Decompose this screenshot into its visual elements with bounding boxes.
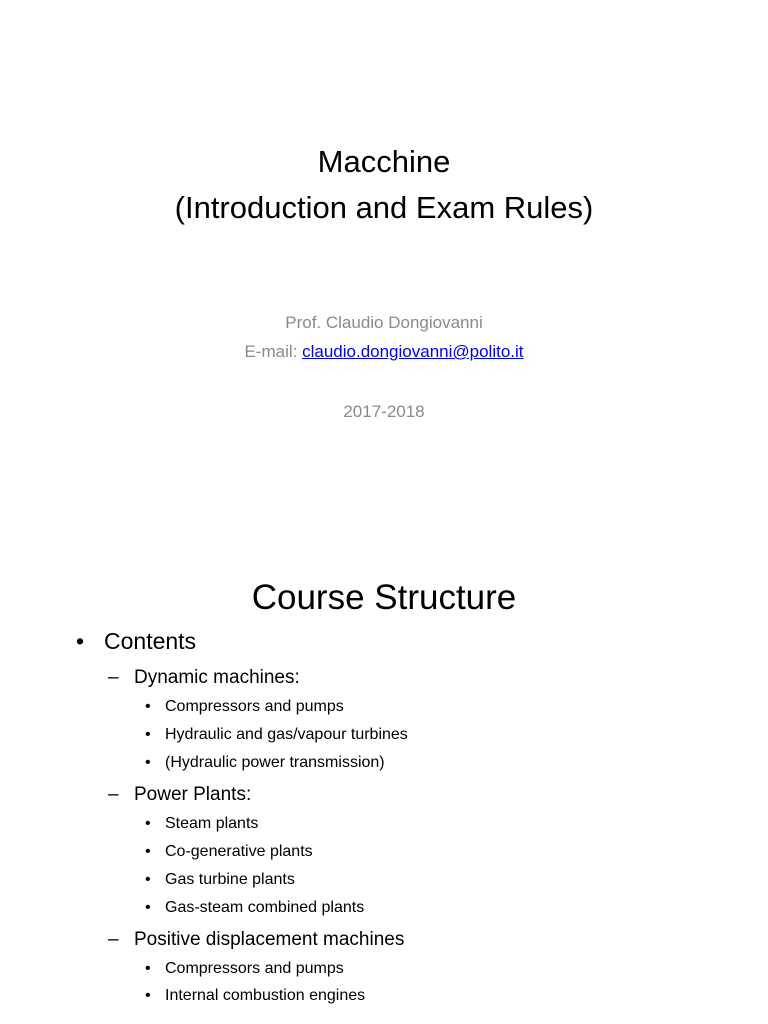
list-item — [145, 844, 313, 860]
list-item — [145, 988, 365, 1004]
section-label: Dynamic machines: — [134, 667, 300, 688]
list-item — [145, 961, 344, 977]
dash-marker: – — [108, 667, 119, 688]
list-item-text: Compressors and pumps — [165, 960, 344, 977]
section-label: Power Plants: — [134, 784, 252, 805]
list-item — [145, 699, 344, 715]
list-item-text: Gas turbine plants — [165, 871, 295, 888]
dash-marker: – — [108, 784, 119, 805]
section-dynamic-machines — [108, 668, 300, 687]
bullet-marker: • — [145, 987, 151, 1004]
list-item-text: Steam plants — [165, 815, 259, 832]
list-item-text: Gas-steam combined plants — [165, 899, 365, 916]
author-name: Prof. Claudio Dongiovanni — [285, 313, 483, 332]
email-label: E-mail: — [244, 342, 303, 361]
email-link[interactable]: claudio.dongiovanni@polito.it — [302, 342, 524, 361]
slide-title-line-2: (Introduction and Exam Rules) — [174, 190, 594, 225]
academic-year: 2017-2018 — [343, 402, 425, 421]
list-item — [145, 755, 385, 771]
bullet-contents — [76, 630, 196, 653]
course-structure-slide — [0, 540, 768, 1024]
section-power-plants — [108, 785, 251, 804]
section-positive-displacement — [108, 930, 404, 949]
bullet-marker: • — [145, 960, 151, 977]
list-item — [145, 872, 295, 888]
list-item — [145, 727, 408, 743]
bullet-marker: • — [145, 843, 151, 860]
bullet-text: Contents — [104, 628, 197, 654]
email-line — [0, 343, 768, 360]
list-item-text: Hydraulic and gas/vapour turbines — [165, 726, 408, 743]
slide-title-line-1: Macchine — [317, 144, 451, 179]
list-item — [145, 900, 364, 916]
list-item-text: Compressors and pumps — [165, 698, 344, 715]
list-item-text: Internal combustion engines — [165, 987, 366, 1004]
section-label: Positive displacement machines — [134, 929, 405, 950]
list-item-text: (Hydraulic power transmission) — [165, 754, 385, 771]
list-item-text: Co-generative plants — [165, 843, 313, 860]
dash-marker: – — [108, 929, 119, 950]
bullet-marker: • — [145, 871, 151, 888]
bullet-marker: • — [145, 726, 151, 743]
bullet-marker: • — [145, 698, 151, 715]
bullet-marker: • — [145, 754, 151, 771]
list-item — [145, 816, 258, 832]
bullet-marker: • — [76, 628, 85, 654]
slide-heading: Course Structure — [251, 578, 517, 617]
bullet-marker: • — [145, 899, 151, 916]
bullet-marker: • — [145, 815, 151, 832]
